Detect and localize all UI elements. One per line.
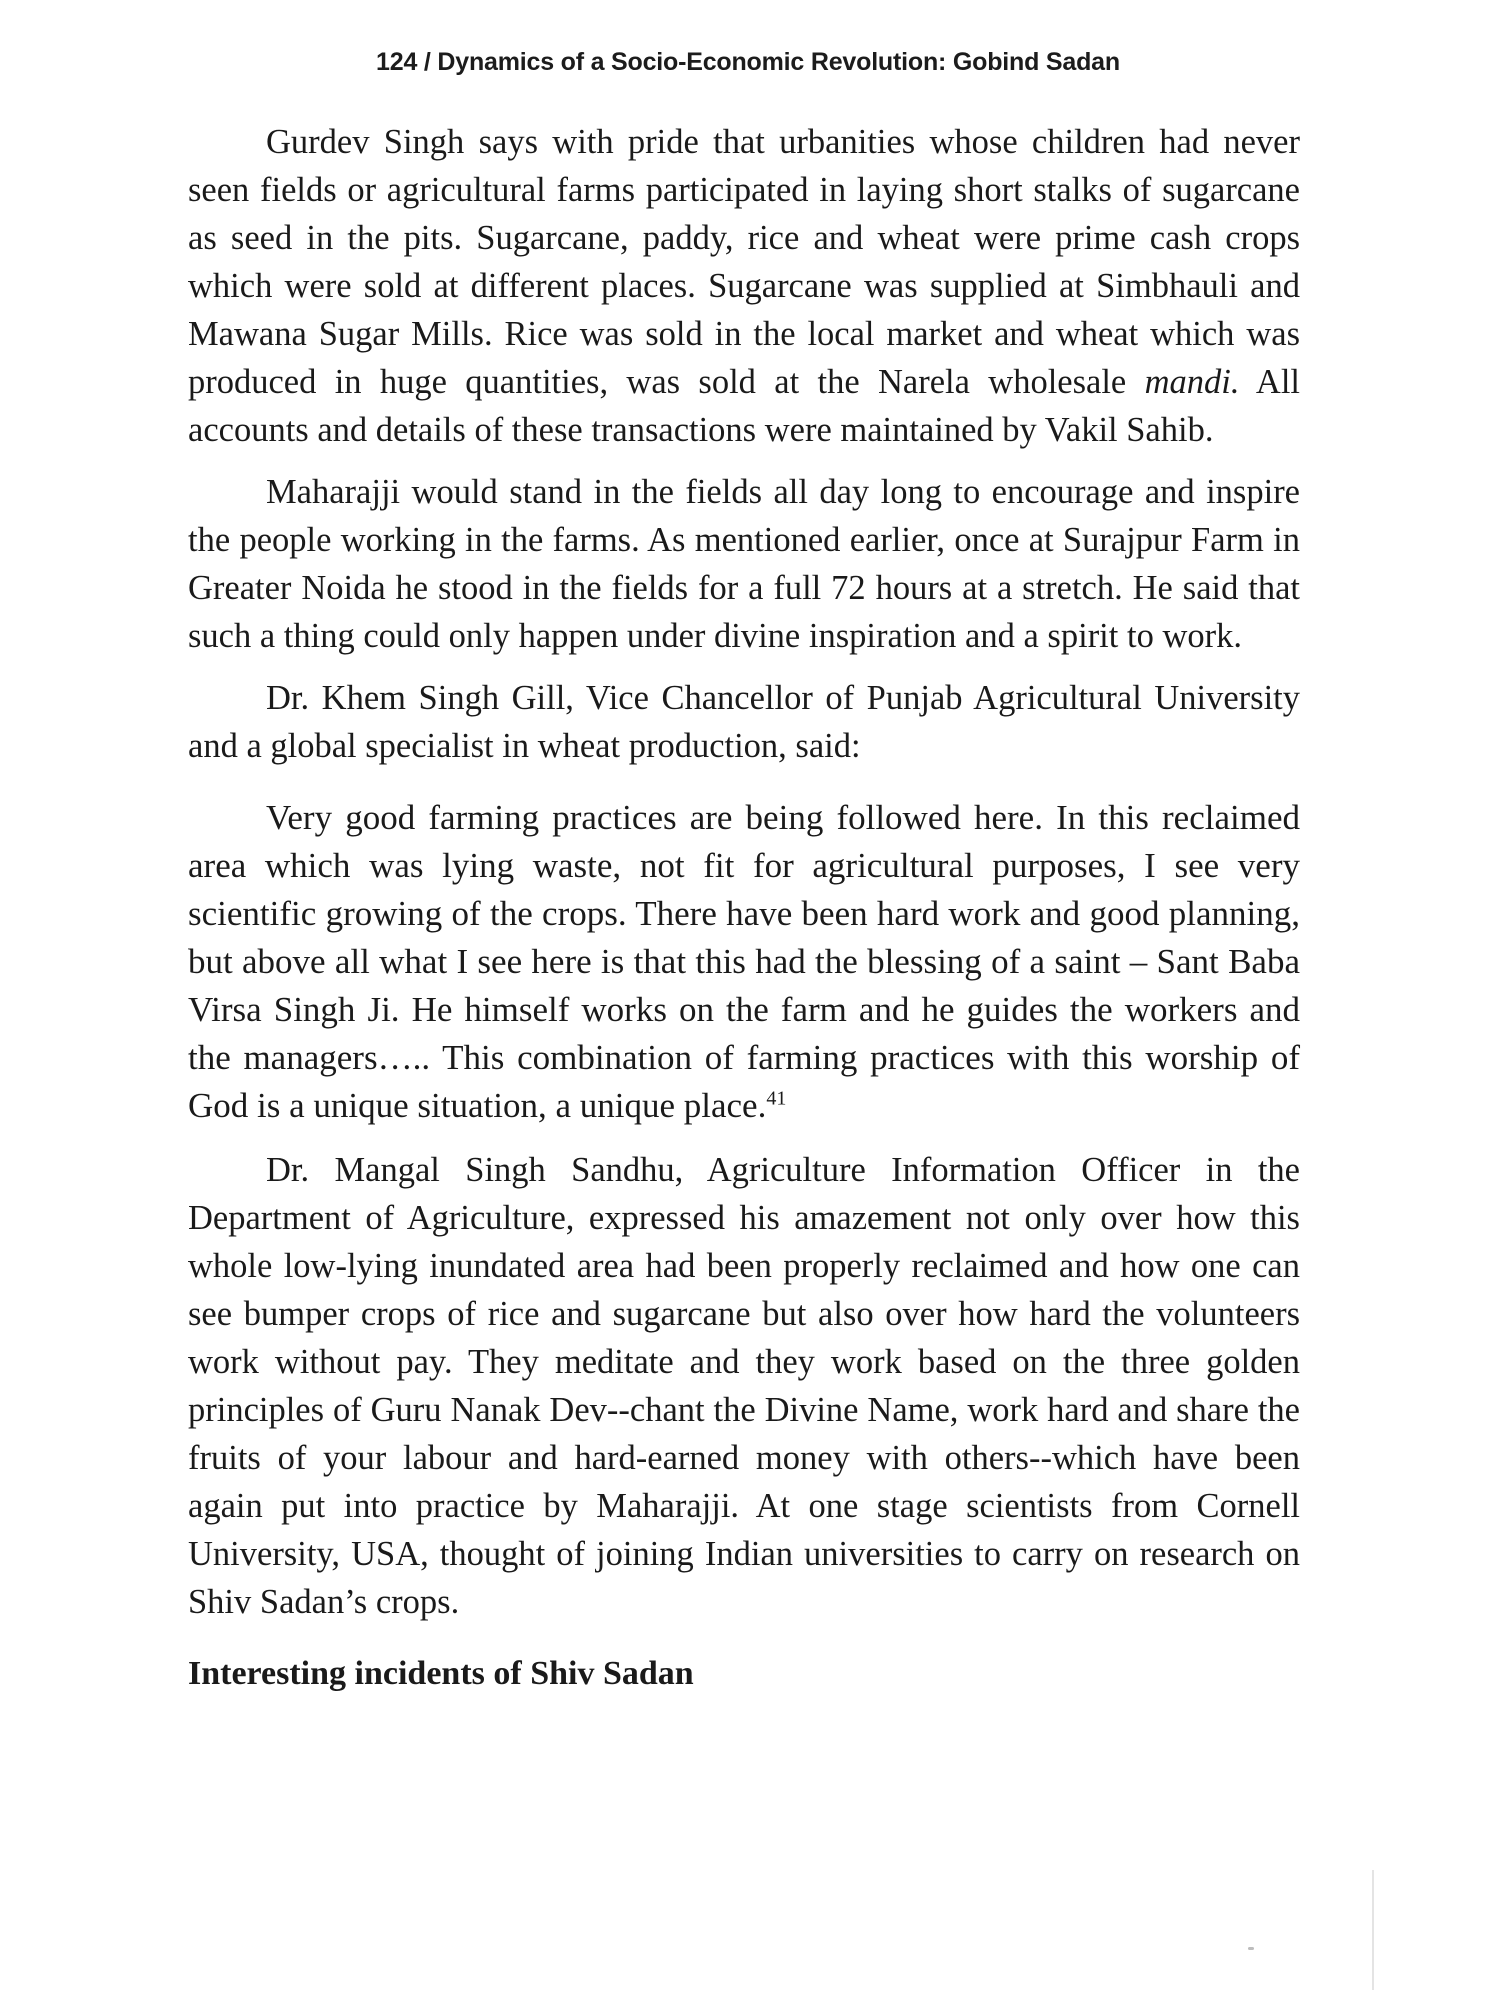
paragraph-text: Gurdev Singh says with pride that urbanities whose children had never seen fields or agricultural farms participated in laying short stalks of sugarcane as seed in the pits. Sugarcane, paddy, rice and wheat were prime cash crops which were sold at different places. Sugarcane was supplied at Simbhauli and Mawana Sugar Mills. Rice was sold in the local market and wheat which was produced in huge quantities, was sold at the Narela wholesale bbox=[188, 123, 1300, 401]
italic-term: mandi. bbox=[1144, 363, 1240, 401]
page-edge-shadow bbox=[1372, 1870, 1374, 1990]
footnote-marker: 41 bbox=[766, 1087, 787, 1110]
page-body bbox=[188, 118, 1300, 1698]
paragraph-khem-singh-gill: Dr. Khem Singh Gill, Vice Chancellor of Punjab Agricultural University and a global specialist in wheat production, said: bbox=[188, 679, 1300, 765]
running-head: 124 / Dynamics of a Socio-Economic Revolution: Gobind Sadan bbox=[376, 48, 1120, 76]
paragraph-maharajji: Maharajji would stand in the fields all day long to encourage and inspire the people working in the farms. As mentioned earlier, once at Surajpur Farm in Greater Noida he stood in the fields for a full 72 hours at a stretch. He said that such a thing could only happen under divine inspiration and a spirit to work. bbox=[188, 473, 1300, 655]
scan-speck bbox=[1248, 1947, 1254, 1950]
quote-text: Very good farming practices are being followed here. In this reclaimed area which was lying waste, not fit for agricultural purposes, I see very scientific growing of the crops. There have been hard work and good planning, but above all what I see here is that this had the blessing of a saint – Sant Baba Virsa Singh Ji. He himself works on the farm and he guides the workers and the managers….. This combination of farming practices with this worship of God is a unique situation, a unique place. bbox=[188, 798, 1300, 1125]
paragraph-mangal-singh-sandhu: Dr. Mangal Singh Sandhu, Agriculture Information Officer in the Department of Agriculture, expressed his amazement not only over how this whole low-lying inundated area had been properly reclaimed and how one can see bumper crops of rice and sugarcane but also over how hard the volunteers work without pay. They meditate and they work based on the three golden principles of Guru Nanak Dev--chant the Divine Name, work hard and share the fruits of your labour and hard-earned money with others--which have been again put into practice by Maharajji. At one stage scientists from Cornell University, USA, thought of joining Indian universities to carry on research on Shiv Sadan’s crops. bbox=[188, 1151, 1300, 1621]
block-quote bbox=[188, 794, 1300, 1130]
paragraph-gurdev-singh bbox=[188, 118, 1300, 454]
paragraph-text-tail: All accounts and details of these transactions were maintained by Vakil Sahib. bbox=[188, 363, 1301, 449]
section-heading: Interesting incidents of Shiv Sadan bbox=[188, 1655, 694, 1692]
